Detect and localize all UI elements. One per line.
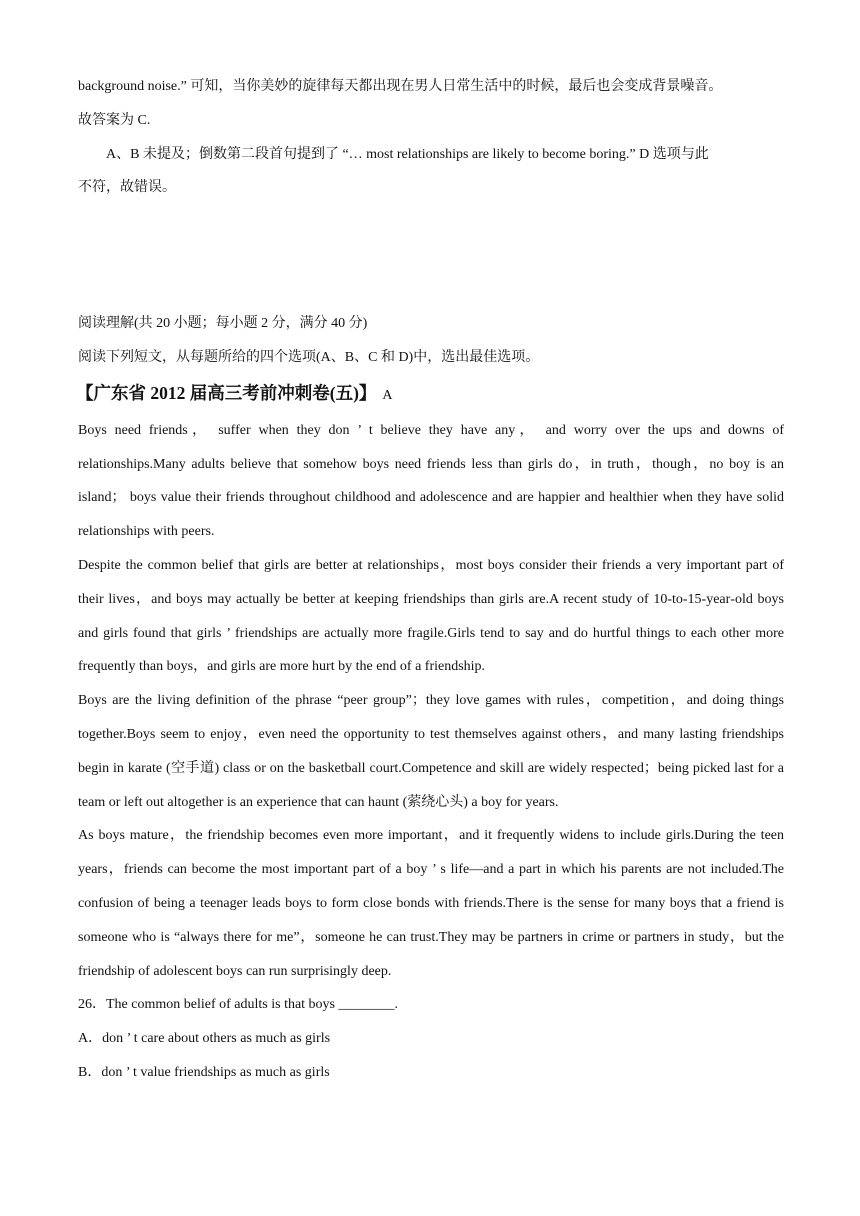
passage-paragraph-1: Boys need friends， suffer when they don ’ t believe they have any， and worry over the ups and downs of relationships.Many adults believe that somehow boys need friends less than girls do，in truth，though，no boy is an island； boys value their friends throughout childhood and adolescence and are happier and healthier when they have solid relationships with peers. <box>78 422 784 540</box>
answer-line: 故答案为 C. <box>78 112 151 128</box>
reading-passage <box>78 414 784 989</box>
section-instruction: 阅读下列短文，从每题所给的四个选项(A、B、C 和 D)中，选出最佳选项。 <box>78 349 540 365</box>
section-title: 阅读理解(共 20 小题；每小题 2 分，满分 40 分) <box>78 316 368 332</box>
option-a: A．don ’ t care about others as much as girls <box>78 1031 331 1047</box>
passage-paragraph-4: As boys mature，the friendship becomes even more important，and it frequently widens to include girls.During the teen years，friends can become the most important part of a boy ’ s life—and a part in which his parents are not included.The confusion of being a teenager leads boys to form close bonds with friends.There is the sense for many boys that a friend is someone who is “always there for me”，someone he can trust.They may be partners in crime or partners in study，but the friendship of adolescent boys can run surprisingly deep. <box>78 828 784 979</box>
explanation-line: 不符，故错误。 <box>78 180 176 196</box>
explanation-line: background noise.” 可知，当你美妙的旋律每天都出现在男人日常生活中的时候，最后也会变成背景噪音。 <box>78 79 723 94</box>
spacer <box>78 205 784 307</box>
source-title: 【广东省 2012 届高三考前冲刺卷(五)】 <box>76 382 377 403</box>
question-stem: 26．The common belief of adults is that boys ________. <box>78 997 399 1013</box>
passage-paragraph-3: Boys are the living definition of the phrase “peer group”；they love games with rules，competition，and doing things together.Boys seem to enjoy，even need the opportunity to test themselves against others，and many lasting friendships begin in karate (空手道) class or on the basketball court.Competence and skill are widely respected；being picked last for a team or left out altogether is an experience that can haunt (萦绕心头) a boy for years. <box>78 693 784 810</box>
passage-label: A <box>382 387 393 403</box>
document-page <box>78 70 784 1090</box>
explanation-line: A、B 未提及；倒数第二段首句提到了 “… most relationships are likely to become boring.” D 选项与此 <box>106 146 709 162</box>
option-b: B．don ’ t value friendships as much as girls <box>78 1064 330 1080</box>
source-heading <box>76 375 784 414</box>
passage-paragraph-2: Despite the common belief that girls are better at relationships，most boys consider their friends a very important part of their lives，and boys may actually be better at keeping friendships than girls are.A recent study of 10‐to‐15‐year‐old boys and girls found that girls ’ friendships are actually more fragile.Girls tend to say and do hurtful things to each other more frequently than boys，and girls are more hurt by the end of a friendship. <box>78 557 784 675</box>
